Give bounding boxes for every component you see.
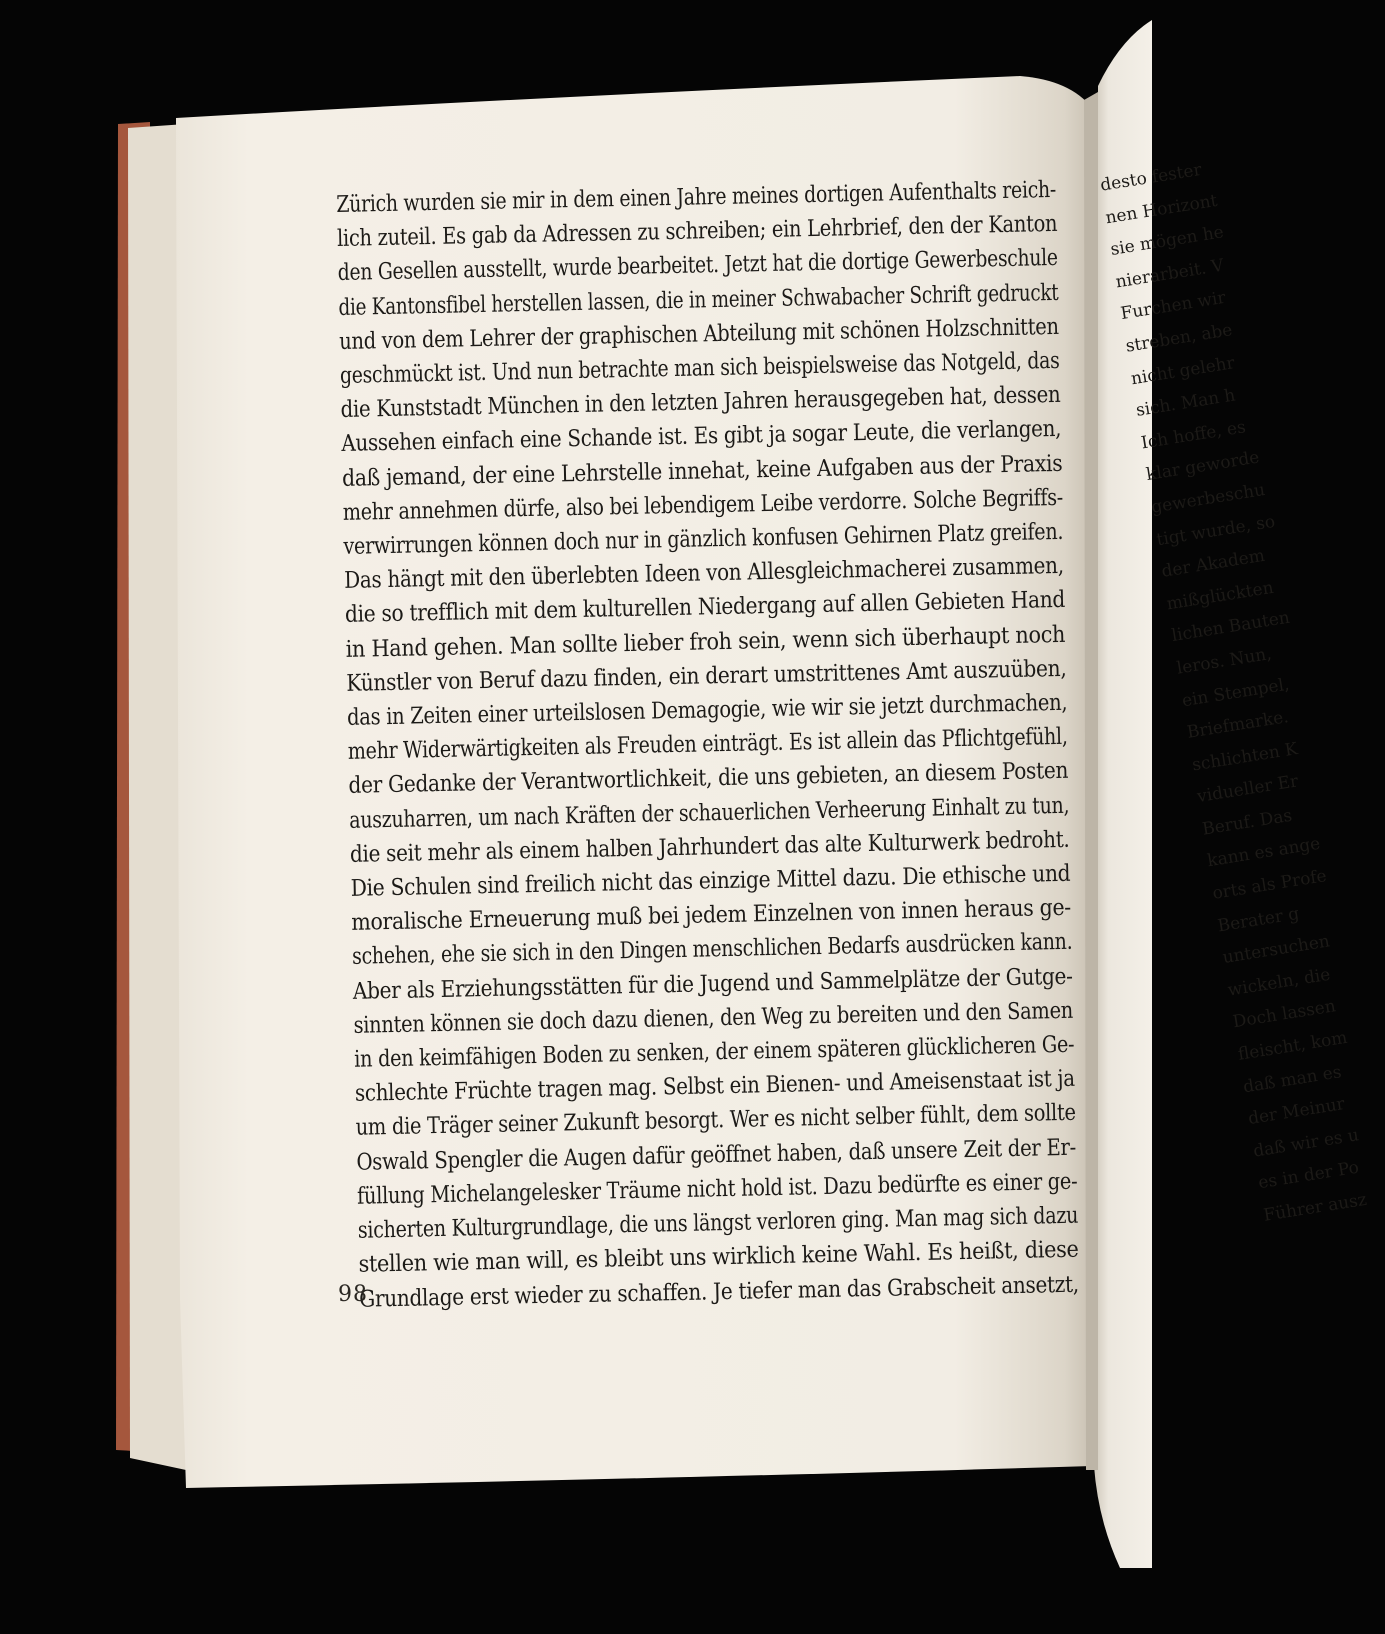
text-line: Zürich wurden sie mir in dem einen Jahre meines dortigen Aufenthalts reich- [336, 176, 1057, 218]
text-fragment: streben, abe [1124, 320, 1234, 357]
text-fragment: fleischt, kom [1236, 1027, 1349, 1065]
text-line: Die Schulen sind freilich nicht das einzige Mittel dazu. Die ethische und [350, 860, 1071, 902]
text-line: Das hängt mit den überlebten Ideen von Allesgleichmacherei zusammen, [343, 553, 1064, 595]
text-line: Oswald Spengler die Augen dafür geöffnet haben, daß unsere Zeit der Er- [356, 1134, 1077, 1176]
text-line: mehr annehmen dürfe, also bei lebendigem Leibe verdorre. Solche Begriffs- [342, 484, 1064, 526]
text-fragment: nierarbeit. V [1114, 255, 1226, 293]
text-fragment: daß man es [1241, 1061, 1343, 1098]
text-line: um die Träger seiner Zukunft besorgt. Wer es nicht selber fühlt, dem sollte [355, 1100, 1076, 1142]
text-line: schlechte Früchte tragen mag. Selbst ein Bienen- und Ameisenstaat ist ja [354, 1066, 1076, 1108]
text-line: verwirrungen können doch nur in gänzlich konfusen Gehirnen Platz greifen. [343, 518, 1064, 560]
text-line: moralische Erneuerung muß bei jedem Einzelnen von innen heraus ge- [351, 895, 1072, 937]
text-line: schehen, ehe sie sich in den Dingen menschlichen Bedarfs ausdrücken kann. [351, 929, 1073, 971]
text-line: die Kunststadt München in den letzten Jahren herausgegeben hat, dessen [340, 382, 1061, 424]
text-fragment: nen Horizont [1104, 190, 1219, 228]
text-line: mehr Widerwärtigkeiten als Freuden einträgt. Es ist allein das Pflichtgefühl, [347, 724, 1068, 766]
text-line: die Kantonsfibel herstellen lassen, die in meiner Schwabacher Schrift gedruckt [338, 279, 1059, 321]
text-line: füllung Michelangelesker Träume nicht hold ist. Dazu bedürfte es einer ge- [356, 1168, 1078, 1210]
text-fragment: es in der Po [1257, 1158, 1361, 1194]
text-fragment: der Meinur [1246, 1094, 1347, 1130]
left-page-text [336, 173, 1079, 1317]
text-line: sinnten können sie doch dazu dienen, den Weg zu bereiten und den Samen [353, 997, 1074, 1039]
text-fragment: sich. Man h [1134, 385, 1237, 422]
text-fragment: daß wir es u [1251, 1125, 1361, 1162]
text-line: die so trefflich mit dem kulturellen Niedergang auf allen Gebieten Hand [344, 587, 1066, 629]
text-line: in den keimfähigen Boden zu senken, der einem späteren glücklicheren Ge- [353, 1031, 1075, 1073]
text-fragment: Ich hoffe, es [1139, 416, 1248, 454]
text-line: Aussehen einfach eine Schande ist. Es gibt ja sogar Leute, die verlangen, [341, 416, 1062, 458]
text-line: das in Zeiten einer urteilslosen Demagogie, wie wir sie jetzt durchmachen, [346, 689, 1068, 731]
text-fragment: tigt wurde, so [1155, 511, 1277, 550]
text-fragment: untersuchen [1221, 931, 1332, 969]
text-line: den Gesellen ausstellt, wurde bearbeitet. Jetzt hat die dortige Gewerbeschule [337, 245, 1058, 287]
text-line: Aber als Erziehungsstätten für die Jugend und Sammelplätze der Gutge- [352, 963, 1073, 1005]
text-line: Grundlage erst wieder zu schaffen. Je tiefer man das Grabscheit ansetzt, [359, 1271, 1080, 1313]
text-line: sicherten Kulturgrundlage, die uns längst verloren ging. Man mag sich dazu [357, 1202, 1079, 1244]
text-fragment: klar geworde [1144, 447, 1261, 486]
text-line: stellen wie man will, es bleibt uns wirklich keine Wahl. Es heißt, diese [358, 1236, 1079, 1279]
text-line: geschmückt ist. Und nun betrachte man sich beispielsweise das Notgeld, das [339, 347, 1060, 389]
text-fragment: der Akadem [1160, 545, 1267, 582]
text-line: und von dem Lehrer der graphischen Abteilung mit schönen Holzschnitten [338, 313, 1059, 355]
text-fragment: Doch lassen [1231, 996, 1338, 1033]
page-gutter-shadow [1084, 92, 1098, 1470]
text-fragment: gewerbeschu [1149, 479, 1267, 518]
text-fragment: nicht gelehr [1129, 352, 1236, 389]
text-fragment: mißglückten [1165, 577, 1275, 615]
text-fragment: schlichten K [1190, 738, 1300, 776]
text-fragment: vidueller Er [1195, 771, 1300, 808]
text-line: lich zuteil. Es gab da Adressen zu schreiben; ein Lehrbrief, den der Kanton [336, 211, 1058, 253]
text-fragment: wickeln, die [1226, 964, 1332, 1001]
text-line: daß jemand, der eine Lehrstelle innehat, keine Aufgaben aus der Praxis [341, 450, 1063, 492]
text-fragment: orts als Profe [1211, 866, 1329, 904]
text-fragment: Briefmarke. [1185, 707, 1291, 743]
page-number: 98 [338, 1282, 368, 1307]
text-fragment: Furchen wir [1119, 288, 1228, 325]
text-fragment: leros. Nun, [1175, 643, 1273, 679]
text-fragment: Beruf. Das [1200, 805, 1294, 840]
text-fragment: sie mögen he [1109, 222, 1226, 261]
text-fragment: desto fester [1098, 159, 1204, 196]
text-fragment: kann es ange [1206, 834, 1322, 872]
text-fragment: Führer ausz [1262, 1189, 1369, 1226]
text-line: der Gedanke der Verantwortlichkeit, die uns gebieten, an diesem Posten [348, 758, 1069, 800]
text-line: Künstler von Beruf dazu finden, ein derart umstrittenes Amt auszuüben, [346, 655, 1067, 697]
text-fragment: ein Stempel, [1180, 674, 1291, 711]
text-fragment: lichen Bauten [1170, 607, 1292, 647]
text-fragment: Berater g [1216, 903, 1301, 937]
text-line: in Hand gehen. Man sollte lieber froh sein, wenn sich überhaupt noch [345, 621, 1066, 663]
text-line: auszuharren, um nach Kräften der schauerlichen Verheerung Einhalt zu tun, [348, 792, 1070, 834]
text-line: die seit mehr als einem halben Jahrhundert das alte Kulturwerk bedroht. [349, 826, 1070, 868]
